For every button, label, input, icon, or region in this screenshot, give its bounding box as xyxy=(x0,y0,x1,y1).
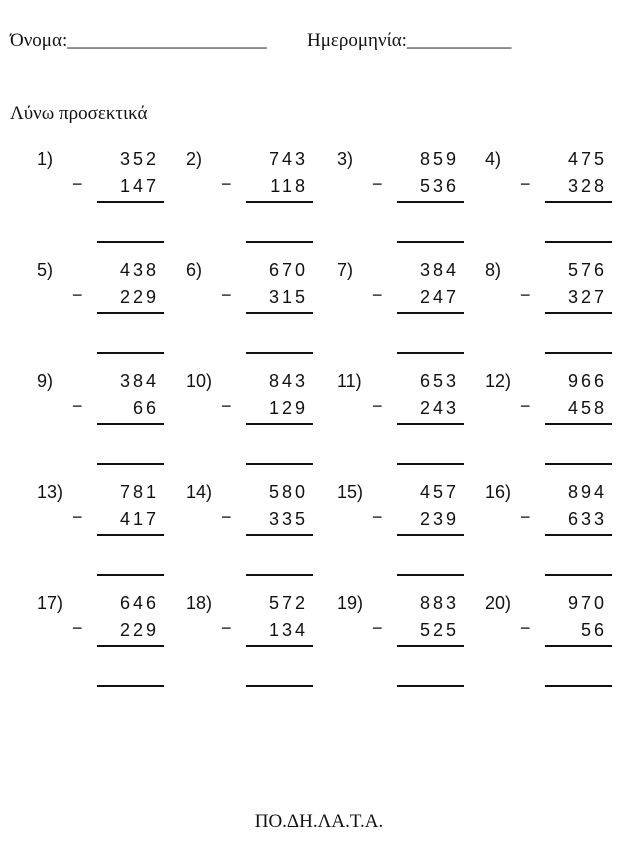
problem-9 xyxy=(37,371,197,491)
problem-number: 19) xyxy=(337,593,364,613)
answer-line xyxy=(545,685,612,687)
minuend: 859 xyxy=(419,149,459,169)
problem-number: 4) xyxy=(485,149,502,169)
problem-number: 1) xyxy=(37,149,54,169)
subtrahend: 633 xyxy=(567,509,607,529)
subtrahend: 525 xyxy=(419,620,459,640)
underline-rule xyxy=(246,423,313,425)
answer-line xyxy=(246,241,313,243)
minuend: 883 xyxy=(419,593,459,613)
answer-line xyxy=(397,685,464,687)
subtrahend: 247 xyxy=(419,287,459,307)
underline-rule xyxy=(97,534,164,536)
answer-line xyxy=(97,463,164,465)
minuend: 384 xyxy=(419,260,459,280)
problem-17 xyxy=(37,593,197,713)
minuend: 653 xyxy=(419,371,459,391)
answer-line xyxy=(97,574,164,576)
answer-line xyxy=(545,463,612,465)
minus-sign: − xyxy=(72,285,83,305)
underline-rule xyxy=(246,645,313,647)
minuend: 384 xyxy=(119,371,159,391)
subtrahend: 239 xyxy=(419,509,459,529)
underline-rule xyxy=(545,423,612,425)
footer-org-name: ΠΟ.ΔΗ.ΛΑ.Τ.Α. xyxy=(254,811,384,832)
answer-line xyxy=(397,463,464,465)
subtrahend: 134 xyxy=(268,620,308,640)
problem-6 xyxy=(186,260,346,380)
minuend: 781 xyxy=(119,482,159,502)
minus-sign: − xyxy=(520,174,531,194)
minuend: 572 xyxy=(268,593,308,613)
underline-rule xyxy=(397,423,464,425)
subtrahend: 328 xyxy=(567,176,607,196)
subtrahend: 536 xyxy=(419,176,459,196)
minuend: 475 xyxy=(567,149,607,169)
problem-5 xyxy=(37,260,197,380)
problem-12 xyxy=(485,371,638,491)
answer-line xyxy=(97,241,164,243)
problem-4 xyxy=(485,149,638,269)
minus-sign: − xyxy=(221,396,232,416)
underline-rule xyxy=(545,534,612,536)
answer-line xyxy=(397,574,464,576)
minuend: 457 xyxy=(419,482,459,502)
minuend: 670 xyxy=(268,260,308,280)
minuend: 646 xyxy=(119,593,159,613)
problem-number: 11) xyxy=(337,371,362,391)
minus-sign: − xyxy=(372,618,383,638)
minus-sign: − xyxy=(72,396,83,416)
problem-number: 5) xyxy=(37,260,54,280)
answer-line xyxy=(545,574,612,576)
minuend: 970 xyxy=(567,593,607,613)
problem-18 xyxy=(186,593,346,713)
underline-rule xyxy=(246,534,313,536)
worksheet-instruction: Λύνω προσεκτικά xyxy=(10,103,148,124)
problem-19 xyxy=(337,593,497,713)
underline-rule xyxy=(97,423,164,425)
subtrahend: 229 xyxy=(119,620,159,640)
subtrahend: 129 xyxy=(268,398,308,418)
minus-sign: − xyxy=(520,396,531,416)
answer-line xyxy=(246,685,313,687)
name-label: Όνομα:_____________________ xyxy=(10,30,267,51)
answer-line xyxy=(397,241,464,243)
minuend: 576 xyxy=(567,260,607,280)
subtrahend: 417 xyxy=(119,509,159,529)
minus-sign: − xyxy=(372,507,383,527)
subtrahend: 147 xyxy=(119,176,159,196)
problem-1 xyxy=(37,149,197,269)
minus-sign: − xyxy=(372,285,383,305)
minus-sign: − xyxy=(372,174,383,194)
subtrahend: 229 xyxy=(119,287,159,307)
problem-7 xyxy=(337,260,497,380)
minus-sign: − xyxy=(520,285,531,305)
answer-line xyxy=(246,463,313,465)
problem-number: 10) xyxy=(186,371,213,391)
problem-number: 20) xyxy=(485,593,512,613)
problem-3 xyxy=(337,149,497,269)
answer-line xyxy=(97,685,164,687)
problem-number: 17) xyxy=(37,593,64,613)
minus-sign: − xyxy=(372,396,383,416)
problem-8 xyxy=(485,260,638,380)
underline-rule xyxy=(545,201,612,203)
minuend: 966 xyxy=(567,371,607,391)
answer-line xyxy=(545,352,612,354)
problem-number: 2) xyxy=(186,149,203,169)
problem-11 xyxy=(337,371,497,491)
subtrahend: 335 xyxy=(268,509,308,529)
underline-rule xyxy=(397,534,464,536)
problem-2 xyxy=(186,149,346,269)
minuend: 894 xyxy=(567,482,607,502)
subtrahend: 118 xyxy=(270,176,308,196)
problem-number: 14) xyxy=(186,482,213,502)
underline-rule xyxy=(246,312,313,314)
problem-number: 6) xyxy=(186,260,203,280)
minuend: 843 xyxy=(268,371,308,391)
problem-15 xyxy=(337,482,497,602)
answer-line xyxy=(246,574,313,576)
subtrahend: 315 xyxy=(268,287,308,307)
problem-number: 13) xyxy=(37,482,64,502)
minus-sign: − xyxy=(221,507,232,527)
problem-number: 15) xyxy=(337,482,364,502)
problem-number: 18) xyxy=(186,593,213,613)
underline-rule xyxy=(97,312,164,314)
problem-number: 16) xyxy=(485,482,512,502)
minus-sign: − xyxy=(221,174,232,194)
problem-13 xyxy=(37,482,197,602)
problem-number: 8) xyxy=(485,260,502,280)
underline-rule xyxy=(97,645,164,647)
minus-sign: − xyxy=(221,285,232,305)
subtrahend: 56 xyxy=(580,620,607,640)
problem-10 xyxy=(186,371,346,491)
minus-sign: − xyxy=(72,507,83,527)
problem-20 xyxy=(485,593,638,713)
underline-rule xyxy=(246,201,313,203)
underline-rule xyxy=(97,201,164,203)
underline-rule xyxy=(397,645,464,647)
underline-rule xyxy=(545,645,612,647)
minus-sign: − xyxy=(72,174,83,194)
problem-number: 12) xyxy=(485,371,512,391)
minus-sign: − xyxy=(72,618,83,638)
underline-rule xyxy=(397,201,464,203)
answer-line xyxy=(397,352,464,354)
answer-line xyxy=(97,352,164,354)
minuend: 580 xyxy=(268,482,308,502)
subtrahend: 458 xyxy=(567,398,607,418)
minuend: 438 xyxy=(119,260,159,280)
answer-line xyxy=(545,241,612,243)
underline-rule xyxy=(397,312,464,314)
problem-number: 3) xyxy=(337,149,354,169)
answer-line xyxy=(246,352,313,354)
problem-16 xyxy=(485,482,638,602)
problem-number: 9) xyxy=(37,371,54,391)
problem-number: 7) xyxy=(337,260,354,280)
subtrahend: 243 xyxy=(419,398,459,418)
minuend: 352 xyxy=(119,149,159,169)
minuend: 743 xyxy=(268,149,308,169)
minus-sign: − xyxy=(221,618,232,638)
underline-rule xyxy=(545,312,612,314)
minus-sign: − xyxy=(520,618,531,638)
problem-14 xyxy=(186,482,346,602)
date-label: Ημερομηνία:___________ xyxy=(307,30,512,51)
minus-sign: − xyxy=(520,507,531,527)
subtrahend: 66 xyxy=(132,398,159,418)
subtrahend: 327 xyxy=(567,287,607,307)
